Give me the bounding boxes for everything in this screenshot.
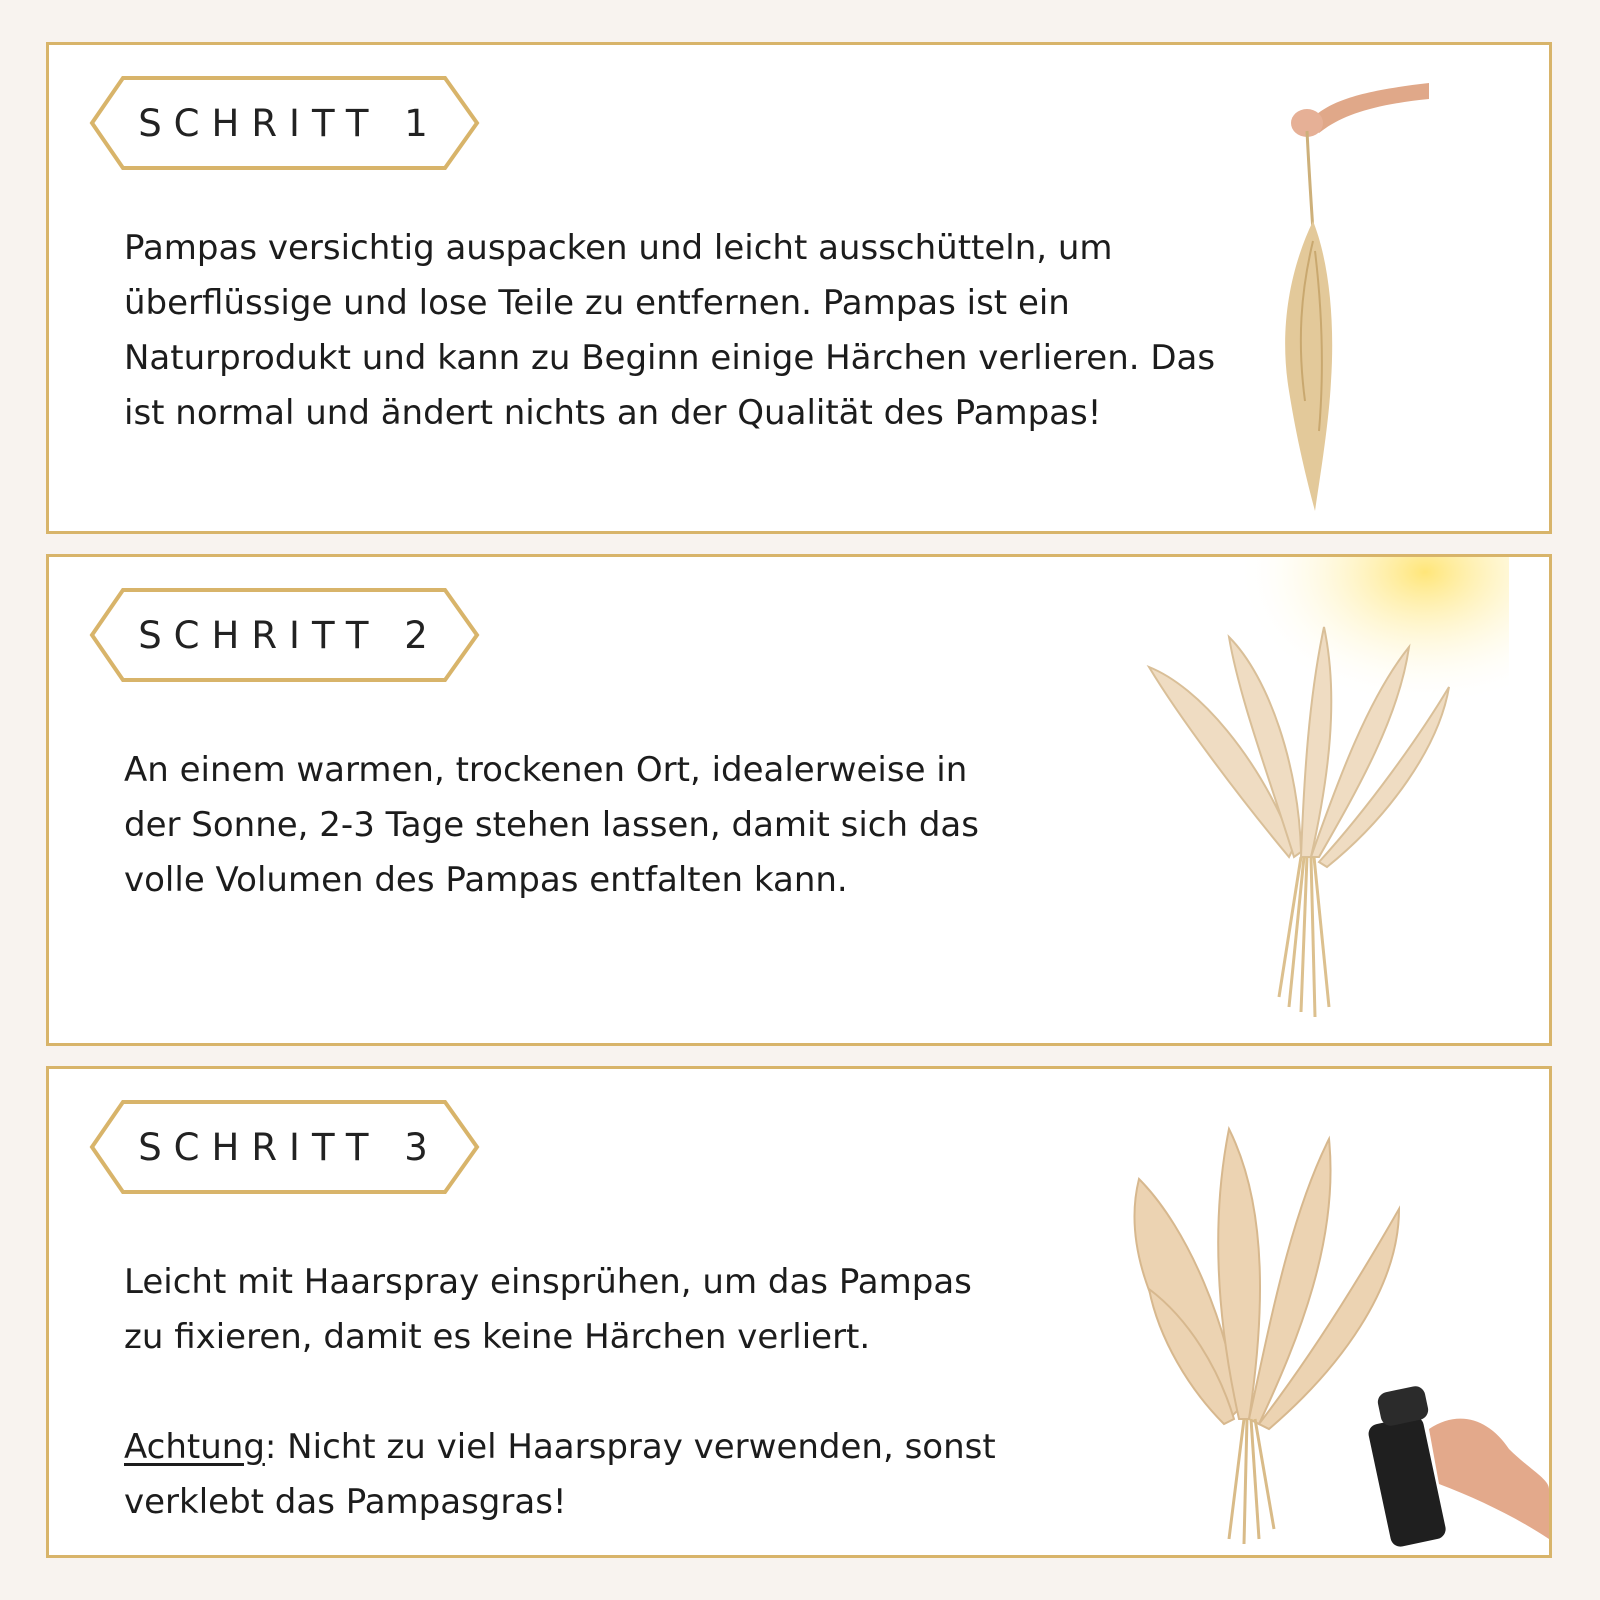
step-3-label: SCHRITT 3 [138,1125,440,1169]
step-3-text [124,1255,1004,1530]
step-2-badge [89,587,481,683]
step-1-badge [89,75,481,171]
warning-label: Achtung [124,1427,265,1467]
step-1-label: SCHRITT 1 [138,101,440,145]
step-3-panel [46,1066,1552,1558]
step-2-label: SCHRITT 2 [138,613,440,657]
warning-text: : Nicht zu viel Haarspray verwenden, sonst verklebt das Pampasgras! [124,1427,996,1522]
pampas-bouquet-sun-illustration [1089,557,1509,1027]
hand-holding-pampas-illustration [1189,61,1429,521]
step-2-panel [46,554,1552,1046]
hairspray-pampas-illustration [1079,1089,1549,1549]
step-1-panel [46,42,1552,534]
step-3-badge [89,1099,481,1195]
step-2-text: An einem warmen, trockenen Ort, idealerweise in der Sonne, 2-3 Tage stehen lassen, damit sich das volle Volumen des Pampas entfalten kann. [124,750,979,900]
step-1-text: Pampas versichtig auspacken und leicht ausschütteln, um überflüssige und lose Teile zu entfernen. Pampas ist ein Naturprodukt und kann zu Beginn einige Härchen verlieren. Das ist normal und ändert nichts an der Qualität des Pampas! [124,228,1216,433]
step-3-main-text: Leicht mit Haarspray einsprühen, um das Pampas zu fixieren, damit es keine Härchen verliert. [124,1262,972,1357]
